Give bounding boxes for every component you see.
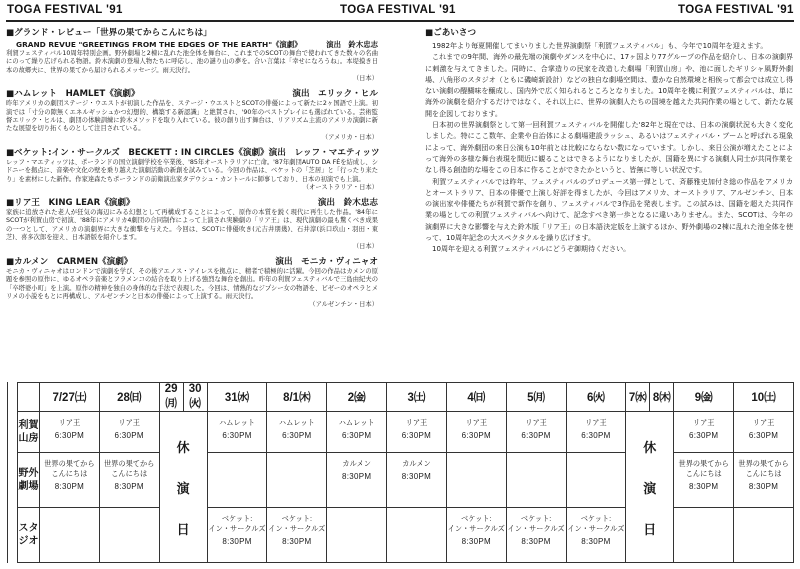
program-origin: （オーストラリア・日本） xyxy=(302,184,378,192)
performance-time: 8:30PM xyxy=(341,472,372,482)
program-director: 演出 鈴木忠志 xyxy=(317,198,378,209)
greeting-paragraph: 1982年より毎夏開催してまいりました世界演劇祭「利賀フェスティバル」も、今年で10周年を迎えます。 xyxy=(432,41,768,50)
empty-cell xyxy=(327,508,387,563)
performance-cell xyxy=(267,412,327,453)
venue-row xyxy=(18,453,794,508)
performance-cell xyxy=(506,508,566,563)
performance-time: 8:30PM xyxy=(114,482,144,492)
date-header: 3㈯ xyxy=(387,383,447,412)
program-origin: （日本） xyxy=(352,75,378,83)
performance-cell xyxy=(99,453,159,508)
performance-title: リア王 xyxy=(752,418,775,427)
schedule-table xyxy=(17,382,794,563)
program-origin: （日本） xyxy=(352,242,378,250)
venue-row xyxy=(18,412,794,453)
rest-char: 休 xyxy=(176,439,190,455)
rest-day-cell xyxy=(626,412,674,563)
performance-title: リア王 xyxy=(405,418,428,427)
performance-cell xyxy=(566,412,626,453)
performance-title: 世界の果てから こんにちは xyxy=(738,459,789,479)
greeting-paragraph: 利賀フェスティバルでは昨年、フェスティバルのプロデュース第一弾として、斉藤雅史加付き総の作品をアメリカとオーストラリア、日本の俳優で上演し好評を得ましたが、今回はアメリカ、オーストラリア、アルゼンチン、日本の演出家や俳優たちが利賀で新作を創り、フェスティバルで3作品を発表します。この試みは、国籍を超えた共同作業の場としての利賀フェスティバルへ向けて、記念すべき第一歩となるに違いありません。また、SCOTは、今年の演劇界に大きな影響を与えた鈴木版「リア王」の日本語決定版を上演するほか、野外劇場の2棟に乱れた池全体を使って、10周年記念の大スペクタクルを繰り広げます。 xyxy=(425,176,793,243)
performance-time: 6:30PM xyxy=(401,431,432,440)
performance-cell xyxy=(506,412,566,453)
program-column xyxy=(6,27,378,314)
rest-char: 演 xyxy=(176,480,190,496)
program-entry xyxy=(6,27,378,83)
program-english-row xyxy=(6,39,378,50)
corner-cell xyxy=(18,383,40,412)
program-description: モニカ・ヴィニャオはロンドンで演劇を学び、その後アエノス・アイレスを拠点に、精者で積極的に活躍。今回の作品はカメンの原題を参照の原作に、ゆるオペラ音楽とフラメンコの結合を取り上げる強烈な舞台を創出。昨年の利賀フェスティバルで三島由紀夫の「卒塔婆小町」を上演。原作の精神を独自の身体的な手法で表現した。今回は、情熱的なジプシー女の物語を、ビゼーのオペラとメリメの小説をもとに再構成し、アルゼンチンと日本の俳優によって上演する。雨天決行。 xyxy=(6,267,378,300)
performance-cell xyxy=(446,508,506,563)
performance-cell xyxy=(387,412,447,453)
program-title-row xyxy=(6,256,378,268)
venue-label: 利賀山房 xyxy=(18,412,40,453)
performance-time: 8:30PM xyxy=(689,482,719,492)
date-header: 28㈰ xyxy=(99,383,159,412)
program-title: ■カルメン CARMEN《演劇》 xyxy=(6,256,133,267)
performance-cell xyxy=(207,508,267,563)
performance-time: 6:30PM xyxy=(581,431,611,440)
performance-time: 8:30PM xyxy=(222,537,252,547)
empty-cell xyxy=(99,508,159,563)
rest-char: 休 xyxy=(643,439,657,455)
performance-cell xyxy=(387,453,447,508)
performance-title: 世界の果てから こんにちは xyxy=(44,459,95,479)
empty-cell xyxy=(267,453,327,508)
performance-cell xyxy=(566,508,626,563)
date-header: 10㈯ xyxy=(734,383,794,412)
performance-title: リア王 xyxy=(118,418,140,427)
performance-time: 8:30PM xyxy=(748,482,779,492)
performance-title: ベケット: イン・サークルズ xyxy=(447,514,505,534)
program-title: ■ハムレット HAMLET《演劇》 xyxy=(6,89,140,100)
performance-cell xyxy=(207,412,267,453)
performance-cell xyxy=(674,453,734,508)
performance-title: カルメン xyxy=(402,459,431,469)
empty-cell xyxy=(506,453,566,508)
program-description: 利賀フェスティバル10周年特別企画。野外劇場と2棟に乱れた池全体を舞台に、これまでのSCOTの舞台で使われてきた数々の名曲にのって繰り広げられる物語。鈴木演劇の登場人物たちに呼応し、池の謎り山の夢を。合い言葉は「幸せになろうね」。本堤摸き日本の故郷夫に、世界の果てから届けられるメッセージ。雨天決行。 xyxy=(6,50,378,74)
header-title-left: TOGA FESTIVAL '91 xyxy=(7,4,123,16)
performance-cell xyxy=(734,412,794,453)
program-description: 昨年アメリカの劇団ステージ・ウエストが初演した作品を、ステージ・ウエストとSCOTの俳優によって新たに2ヶ国語で上演。初演では「寸分の隙無くエネルギッシュかつ幻想的、構築する新認識」と絶賛され、'90年のベストプレイにも選ばれている。芸術監督エリック・ヒルは、劇団の体験訓練に鈴木メソッドを取り入れている。彼の創り出す舞台は、リアリズム主流のアメリカ演劇に新たな展望を切り拓くものとして注目されている。 xyxy=(6,100,378,133)
greeting-paragraph: これまでの9年間、海外の最先端の演劇やダンスを中心に、17ヶ国より77グループの作品を紹介し、日本の演劇界に刺激を与えてきました。同時に、合掌造りの民家を改造した劇場「利賀山房」や、池に面したギリシャ風野外劇場、八角形のスタジオ（ともに磯崎新設計）などの独自な劇場空間は、豊かな自然環境と相俟って都会では成立し得ない演劇の醍醐味を醸成し、国内外で広く知られるところとなりました。10周年を機に利賀フェスティバルは、単に海外の演劇を紹介するだけではなく、それ以上に、世界の演劇人たちの国境を越えた共同作業の場として、新たな展開を企図しております。 xyxy=(425,52,793,118)
performance-time: 6:30PM xyxy=(461,431,491,440)
performance-time: 6:30PM xyxy=(689,431,719,440)
empty-cell xyxy=(446,453,506,508)
performance-title: リア王 xyxy=(465,418,488,427)
date-header: 31㈬ xyxy=(207,383,267,412)
program-origin: （アルゼンチン・日本） xyxy=(309,301,378,309)
date-header: 4㈰ xyxy=(446,383,506,412)
date-header: 29㈪ xyxy=(159,383,183,412)
performance-cell xyxy=(327,412,387,453)
header-title-center: TOGA FESTIVAL '91 xyxy=(340,4,456,16)
program-director: 演出 エリック・ヒル xyxy=(292,89,378,100)
program-entry xyxy=(6,88,378,142)
empty-cell xyxy=(674,508,734,563)
performance-title: ハムレット xyxy=(338,418,375,427)
program-english-director: 演出 鈴木忠志 xyxy=(326,40,378,49)
performance-time: 6:30PM xyxy=(114,431,144,440)
program-entry xyxy=(6,197,378,251)
program-origin: （アメリカ・日本） xyxy=(321,133,378,141)
empty-cell xyxy=(734,508,794,563)
rest-char: 日 xyxy=(643,521,657,537)
date-header: 7㈬ xyxy=(626,383,650,412)
empty-cell xyxy=(387,508,447,563)
performance-time: 6:30PM xyxy=(748,431,779,440)
program-director: 演出 レッフ・マエティッツ xyxy=(268,147,380,158)
table-left-rule xyxy=(7,382,8,563)
program-entry xyxy=(6,147,378,192)
greeting-title: ■ごあいさつ xyxy=(425,28,477,38)
date-header: 8/1㈭ xyxy=(267,383,327,412)
date-header: 5㈪ xyxy=(506,383,566,412)
date-header: 8㈭ xyxy=(650,383,674,412)
performance-title: ベケット: イン・サークルズ xyxy=(567,514,625,534)
empty-cell xyxy=(40,508,100,563)
program-description: レッフ・マエティッツは、ポーランドの国立演劇学校を卒業後、'85年オーストラリアに亡命。'87年劇団AUTO DA FÉを結成し、シドニーを拠点に、音楽や文化の壁を乗り越えた演劇活動の新創を試みている。今回の作品は、ベケットの「芝居」と「行ったり来たり」を素材にした新作。作家達森たちポーランドの前衛演出家タデウシュ・カントールに師事しており、日本の初演でも上演。 xyxy=(6,158,378,183)
rest-char: 演 xyxy=(643,480,657,496)
performance-title: ハムレット xyxy=(219,418,255,427)
venue-label: 野外劇場 xyxy=(18,453,40,508)
performance-time: 8:30PM xyxy=(54,482,85,492)
performance-time: 8:30PM xyxy=(282,537,312,547)
date-header: 6㈫ xyxy=(566,383,626,412)
program-title-row xyxy=(6,147,378,159)
header-rule xyxy=(6,20,794,22)
performance-cell xyxy=(40,412,100,453)
venue-label: スタジオ xyxy=(18,508,40,563)
program-title-row xyxy=(6,88,378,100)
rest-day-cell xyxy=(159,412,207,563)
performance-title: ベケット: イン・サークルズ xyxy=(208,514,266,534)
performance-title: 世界の果てから こんにちは xyxy=(678,459,729,479)
program-title-row xyxy=(6,197,378,209)
performance-cell xyxy=(267,508,327,563)
performance-time: 8:30PM xyxy=(461,537,491,547)
program-title: ■グランド・レビュー「世界の果てからこんにちは」 xyxy=(6,28,212,38)
rest-char: 日 xyxy=(176,521,190,537)
header-title-right: TOGA FESTIVAL '91 xyxy=(678,4,794,16)
performance-title: リア王 xyxy=(692,418,715,427)
performance-cell xyxy=(40,453,100,508)
date-header: 2㈮ xyxy=(327,383,387,412)
greeting-paragraph: 10周年を迎える利賀フェスティバルにどうぞ御期待ください。 xyxy=(432,244,631,254)
performance-cell xyxy=(674,412,734,453)
program-title: ■ベケット:イン・サークルズ BECKETT : IN CIRCLES《演劇》 xyxy=(6,147,269,158)
performance-time: 8:30PM xyxy=(581,537,611,547)
date-header: 7/27㈯ xyxy=(40,383,100,412)
program-description: 家族に追放された老人が狂気の海辺にみる幻想として再構成することによって、原作の本質を鋭く現代に再生した作品。'84年にSCOTが利賀山房で初演、'88年にアメリカ4劇団の合同制作によって上演され実験劇の「リア王」は、現代演劇の最も驚くべき成果の一つとして、アメリカの演劇界に大きな衝撃を与えた。今回は、SCOTに俳優吹き(元吉井朋幾)、石井淳(浜口玖山・羽田・東芝)、喜多次郎を迎え、日本語版を紹介します。 xyxy=(6,209,378,242)
performance-time: 6:30PM xyxy=(54,431,85,440)
performance-cell xyxy=(327,453,387,508)
performance-cell xyxy=(99,412,159,453)
performance-time: 8:30PM xyxy=(521,537,551,547)
performance-time: 6:30PM xyxy=(282,431,312,440)
date-header: 30㈫ xyxy=(183,383,207,412)
performance-time: 6:30PM xyxy=(521,431,551,440)
performance-title: ベケット: イン・サークルズ xyxy=(507,514,565,534)
date-header: 9㈮ xyxy=(674,383,734,412)
greeting-paragraph: 日本初の世界演劇祭として第一回利賀フェスティバルを開催した'82年と現在では、日本の演劇状況も大きく変化しました。特にここ数年、企業や自治体による劇場建設ラッシュ、あるいはフェスティバル・ブームと呼ばれる現象によって、海外劇団の来日公演も10年前とは比較にならない数になっています。しかし、来日公演が増えたことによって海外の多様な舞台表現を間近に観ることはできるようになりましたが、国籍を異にする演劇人同士が共同作業をなし得る創造的な場をこの日本に作ることができたかというと、皆無に等しい状況です。 xyxy=(425,120,793,175)
program-title-row xyxy=(6,27,378,39)
performance-title: リア王 xyxy=(525,418,547,427)
empty-cell xyxy=(207,453,267,508)
performance-time: 6:30PM xyxy=(222,431,252,440)
venue-row xyxy=(18,508,794,563)
schedule-header-row xyxy=(18,383,794,412)
program-entry xyxy=(6,256,378,310)
performance-title: ベケット: イン・サークルズ xyxy=(268,514,326,534)
program-director: 演出 モニカ・ヴィニャオ xyxy=(275,256,378,267)
performance-title: リア王 xyxy=(58,418,81,427)
performance-time: 8:30PM xyxy=(401,472,432,482)
performance-title: ハムレット xyxy=(278,418,315,427)
performance-title: 世界の果てから こんにちは xyxy=(104,459,155,479)
greeting-column xyxy=(425,27,793,255)
program-english-title: GRAND REVUE "GREETINGS FROM THE EDGES OF THE EARTH"《演劇》 xyxy=(16,40,302,49)
program-title: ■リア王 KING LEAR《演劇》 xyxy=(6,198,135,209)
performance-cell xyxy=(734,453,794,508)
performance-time: 6:30PM xyxy=(341,431,372,440)
performance-cell xyxy=(446,412,506,453)
empty-cell xyxy=(566,453,626,508)
performance-title: カルメン xyxy=(342,459,371,469)
performance-title: リア王 xyxy=(585,418,607,427)
